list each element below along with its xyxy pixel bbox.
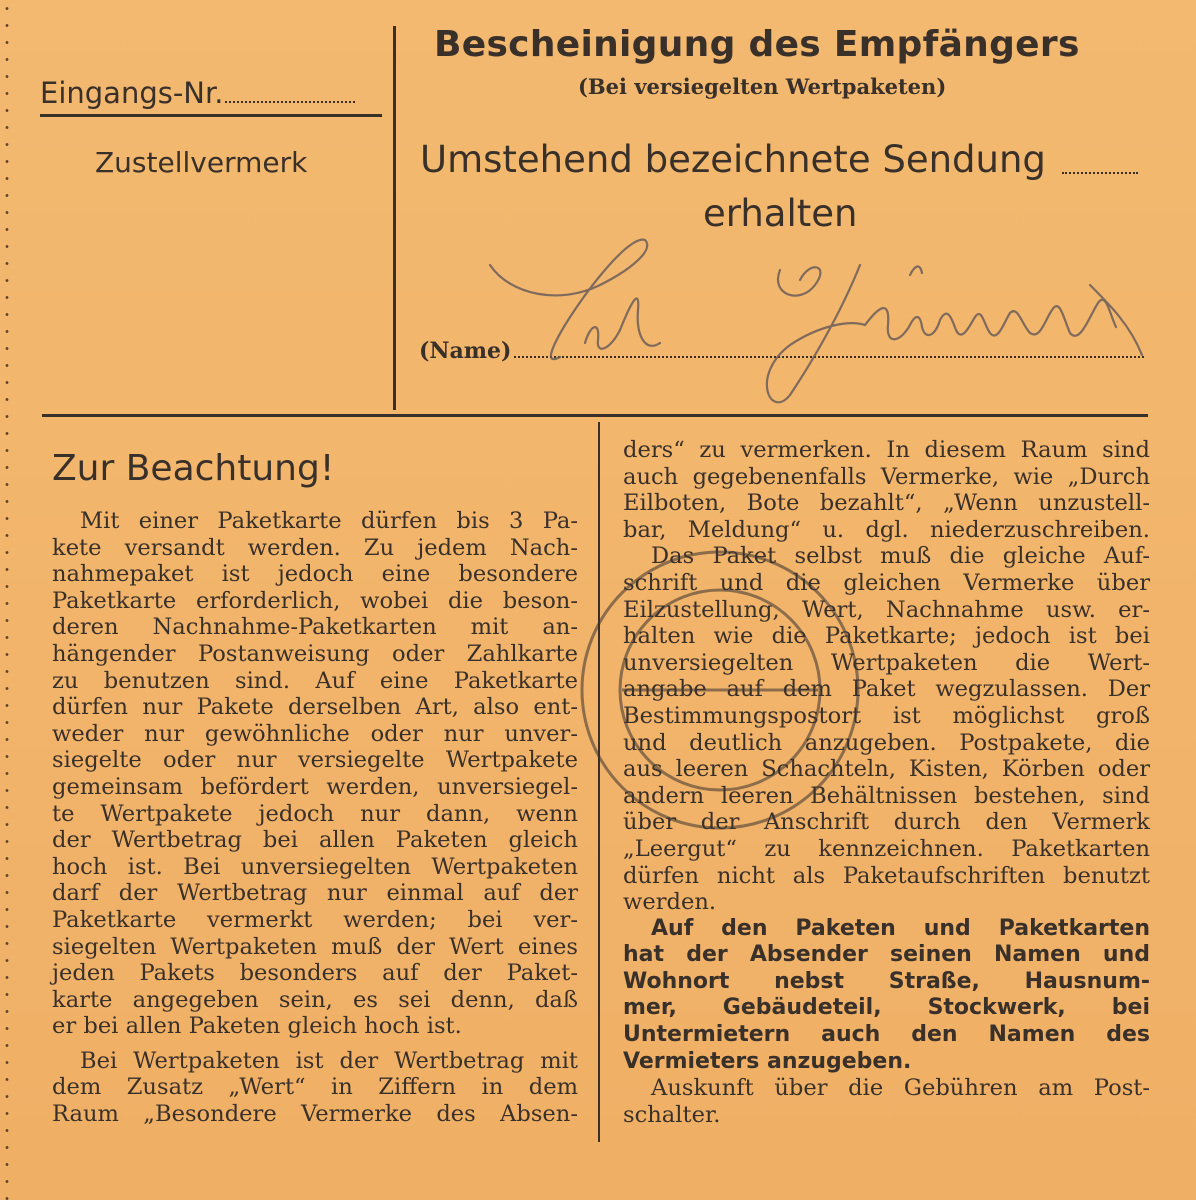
notice-left-line: Paketkarte vermerkt werden; bei ver- bbox=[52, 906, 578, 933]
header-left-underline bbox=[40, 114, 382, 117]
notice-left-line: zu benutzen sind. Auf eine Paketkarte bbox=[52, 667, 578, 694]
notice-left-line: darf der Wertbetrag nur einmal auf der bbox=[52, 880, 578, 907]
notice-left-line: Bei Wertpaketen ist der Wertbetrag mit bbox=[80, 1047, 578, 1074]
notice-left-line: weder nur gewöhnliche oder nur unver- bbox=[52, 720, 578, 747]
header-vertical-divider bbox=[393, 26, 396, 410]
notice-right-line: über der Anschrift durch den Vermerk bbox=[623, 809, 1150, 836]
notice-left-line: jeden Pakets besonders auf der Paket- bbox=[52, 960, 578, 987]
receipt-statement-line1: Umstehend bezeichnete Sendung bbox=[420, 138, 1046, 181]
notice-right-line: andern leeren Behältnissen bestehen, sind bbox=[623, 782, 1150, 809]
notice-left-line: hoch ist. Bei unversiegelten Wertpaketen bbox=[52, 853, 578, 880]
postmark-stamp bbox=[560, 530, 880, 850]
notice-left-line: siegelten Wertpaketen muß der Wert eines bbox=[52, 933, 578, 960]
notice-left-line: te Wertpakete jedoch nur dann, wenn bbox=[52, 800, 578, 827]
notice-right-line: und deutlich anzugeben. Postpakete, die bbox=[623, 729, 1150, 756]
notice-left-line: nahmepaket ist jedoch eine besondere bbox=[52, 561, 578, 588]
notice-right-line: schalter. bbox=[623, 1101, 721, 1128]
notice-right-line: halten wie die Paketkarte; jedoch ist bei bbox=[623, 623, 1150, 650]
notice-left-line: er bei allen Paketen gleich hoch ist. bbox=[52, 1013, 462, 1040]
notice-left-line: dem Zusatz „Wert“ in Ziffern in dem bbox=[52, 1074, 578, 1101]
notice-right-line: ders“ zu vermerken. In diesem Raum sind bbox=[623, 437, 1150, 463]
notice-right-bold-line: hat der Absender seinen Namen und bbox=[623, 942, 1150, 968]
notice-right-line: angabe auf dem Paket wegzulassen. Der bbox=[623, 676, 1150, 703]
notice-right-bold-line: Vermieters anzugeben. bbox=[623, 1048, 912, 1074]
notice-right-line: „Leergut“ zu kennzeichnen. Paketkarten bbox=[623, 835, 1150, 862]
eingangs-nr-field bbox=[40, 76, 355, 110]
eingangs-nr-dotted-line bbox=[225, 101, 355, 103]
notice-right-line: Auskunft über die Gebühren am Post- bbox=[651, 1075, 1150, 1102]
notice-right-line: Bestimmungspostort ist möglichst groß bbox=[623, 702, 1150, 729]
notice-right-line: Das Paket selbst muß die gleiche Auf- bbox=[651, 543, 1150, 570]
notice-left-line: Paketkarte erforderlich, wobei die beson- bbox=[52, 587, 578, 614]
receipt-statement-line2: erhalten bbox=[703, 192, 858, 235]
notice-left-line: karte angegeben sein, es sei denn, daß bbox=[52, 986, 578, 1013]
notice-heading: Zur Beachtung! bbox=[52, 448, 335, 489]
notice-right-line: dürfen nicht als Paketaufschriften benutzt bbox=[623, 862, 1150, 889]
notice-right-line: werden. bbox=[623, 889, 717, 916]
notice-left-line: Mit einer Paketkarte dürfen bis 3 Pa- bbox=[80, 508, 578, 534]
handwritten-signature bbox=[470, 225, 1160, 405]
notice-right-line: bar, Meldung“ u. dgl. niederzuschreiben. bbox=[623, 516, 1150, 543]
header-bottom-divider bbox=[42, 414, 1148, 417]
notice-right-bold-line: mer, Gebäudeteil, Stockwerk, bei bbox=[623, 995, 1150, 1021]
notice-left-column bbox=[52, 508, 578, 1128]
notice-right-line: auch gegebenenfalls Vermerke, wie „Durch bbox=[623, 463, 1150, 490]
notice-left-line: hängender Postanweisung oder Zahlkarte bbox=[52, 640, 578, 667]
notice-right-line: Eilzustellung, Wert, Nachnahme usw. er- bbox=[623, 596, 1150, 623]
notice-right-bold-line: Auf den Paketen und Paketkarten bbox=[651, 915, 1150, 941]
paragraph-gap bbox=[52, 1040, 578, 1048]
notice-left-line: der Wertbetrag bei allen Paketen gleich bbox=[52, 827, 578, 854]
notice-left-line: deren Nachnahme-Paketkarten mit an- bbox=[52, 614, 578, 641]
certificate-title: Bescheinigung des Empfängers bbox=[434, 24, 1080, 65]
receipt-dotted-line bbox=[1062, 172, 1138, 174]
notice-right-line: aus leeren Schachteln, Kisten, Körben oder bbox=[623, 756, 1150, 783]
notice-right-bold-line: Untermietern auch den Namen des bbox=[623, 1022, 1150, 1048]
certificate-subtitle: (Bei versiegelten Wertpaketen) bbox=[578, 74, 947, 99]
notice-left-line: dürfen nur Pakete derselben Art, also ent- bbox=[52, 694, 578, 721]
notice-right-line: schrift und die gleichen Vermerke über bbox=[623, 569, 1150, 596]
notice-left-line: kete versandt werden. Zu jedem Nach- bbox=[52, 534, 578, 561]
notice-left-line: siegelte oder nur versiegelte Wertpakete bbox=[52, 747, 578, 774]
notice-left-line: Raum „Besondere Vermerke des Absen- bbox=[52, 1101, 578, 1128]
notice-left-line: gemeinsam befördert werden, unversiegel- bbox=[52, 773, 578, 800]
notice-right-bold-line: Wohnort nebst Straße, Hausnum- bbox=[623, 968, 1150, 994]
eingangs-nr-label: Eingangs-Nr. bbox=[40, 76, 224, 110]
name-label: (Name) bbox=[419, 338, 512, 364]
notice-right-line: unversiegelten Wertpaketen die Wert- bbox=[623, 649, 1150, 676]
perforation-edge bbox=[5, 0, 9, 1200]
zustellvermerk-label: Zustellvermerk bbox=[95, 146, 308, 179]
notice-right-line: Eilboten, Bote bezahlt“, „Wenn unzustell- bbox=[623, 490, 1150, 517]
